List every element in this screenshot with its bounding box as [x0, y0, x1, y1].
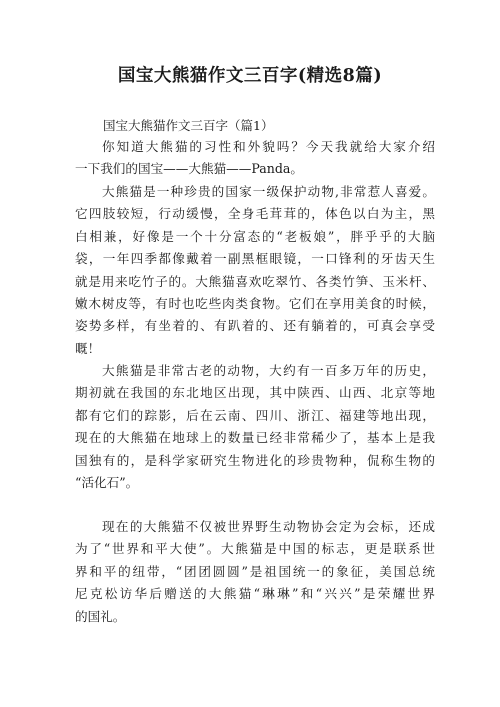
paragraph-line: 就是用来吃竹子的。大熊猫喜欢吃翠竹、各类竹笋、玉米杆、 — [75, 273, 435, 289]
paragraph-line: 界和平的纽带，“团团圆圆”是祖国统一的象征，美国总统 — [75, 563, 435, 579]
paragraph-line: 期初就在我国的东北地区出现，其中陕西、山西、北京等地 — [75, 385, 435, 401]
paragraph-line: 你知道大熊猫的习性和外貌吗？今天我就给大家介绍 — [102, 139, 435, 154]
paragraph-2 — [75, 181, 435, 360]
paragraph-line: 它四肢较短，行动缓慢，全身毛茸茸的，体色以白为主，黑 — [75, 206, 435, 222]
paragraph-line: “活化石”。 — [75, 474, 139, 490]
paragraph-line: 姿势多样，有坐着的、有趴着的、还有躺着的，可真会享受 — [75, 318, 435, 334]
essay-subtitle: 国宝大熊猫作文三百字（篇1） — [103, 118, 274, 133]
paragraph-1 — [75, 136, 435, 181]
paragraph-line: 一下我们的国宝——大熊猫——Panda。 — [75, 161, 304, 177]
paragraph-line: 的国礼。 — [75, 608, 126, 624]
paragraph-line: 大熊猫是一种珍贵的国家一级保护动物,非常惹人喜爱。 — [102, 184, 435, 199]
paragraph-line: 都有它们的踪影，后在云南、四川、浙江、福建等地出现， — [75, 407, 435, 423]
paragraph-line: 为了“世界和平大使”。大熊猫是中国的标志，更是联系世 — [75, 541, 435, 557]
paragraph-line: 现在的大熊猫不仅被世界野生动物协会定为会标，还成 — [102, 519, 435, 534]
paragraph-4 — [75, 516, 435, 628]
paragraph-line: 嘅！ — [75, 340, 101, 356]
document-title: 国宝大熊猫作文三百字(精选8篇) — [117, 66, 383, 86]
paragraph-line: 尼克松访华后赠送的大熊猫“琳琳”和“兴兴”是荣耀世界 — [75, 586, 435, 602]
paragraph-line: 国独有的，是科学家研究生物进化的珍贵物种，侃称生物的 — [75, 452, 435, 468]
paragraph-line: 现在的大熊猫在地球上的数量已经非常稀少了，基本上是我 — [75, 430, 435, 446]
paragraph-line: 袋，一年四季都像戴着一副黑框眼镜，一口锋利的牙齿天生 — [75, 251, 435, 267]
paragraph-line: 白相兼，好像是一个十分富态的“老板娘”，胖乎乎的大脑 — [75, 228, 435, 244]
paragraph-line: 大熊猫是非常古老的动物，大约有一百多万年的历史， — [102, 363, 435, 378]
paragraph-line: 嫩木树皮等，有时也吃些肉类食物。它们在享用美食的时候， — [75, 295, 435, 311]
paragraph-3 — [75, 360, 435, 494]
